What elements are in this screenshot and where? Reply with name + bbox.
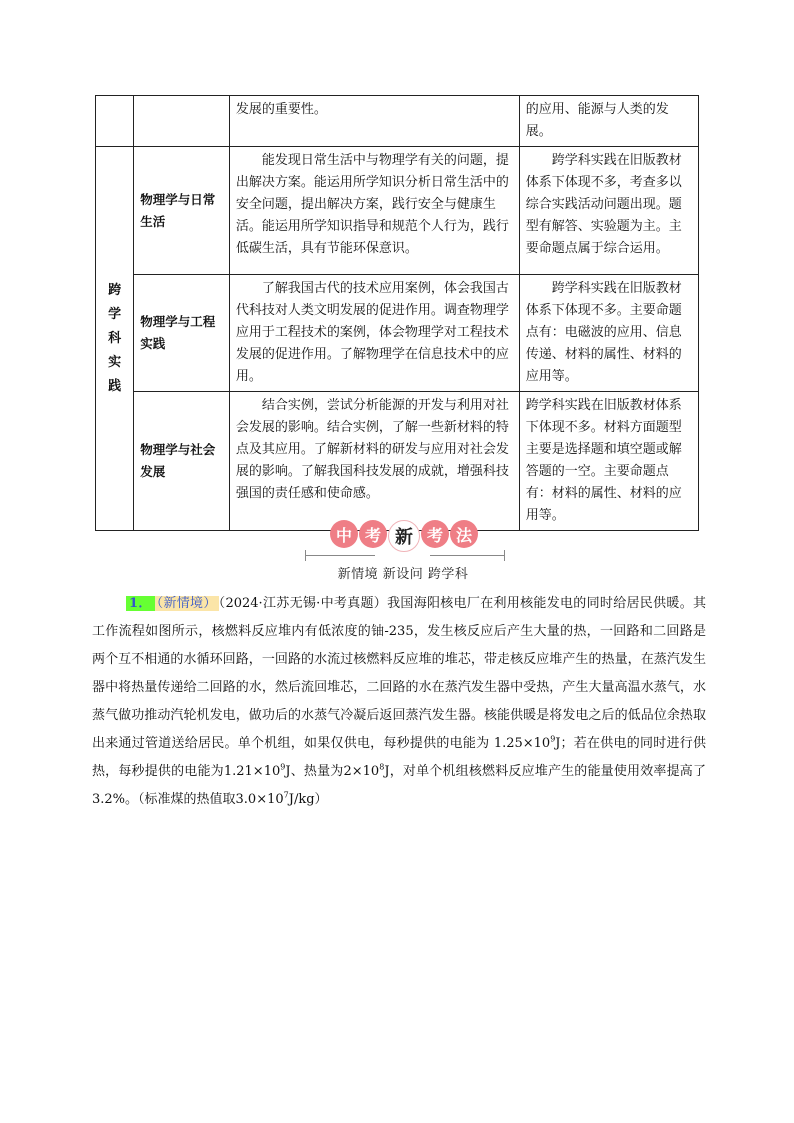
note-cell: 跨学科实践在旧版教材体系下体现不多。主要命题点有：电磁波的应用、信息传递、材料的属性、材料的应用等。	[519, 275, 698, 392]
exponent: 9	[280, 762, 286, 772]
topic-cell: 物理学与日常生活	[134, 147, 230, 275]
question-number: 1．	[126, 596, 155, 611]
requirement-cell: 能发现日常生活中与物理学有关的问题，提出解决方案。能运用所学知识分析日常生活中的安全问题，提出解决方案，践行安全与健康生活。能运用所学知识指导和规范个人行为，践行低碳生活，具有节能环保意识。	[229, 147, 519, 275]
divider	[504, 550, 505, 561]
banner-char: 考	[359, 520, 387, 548]
banner-char: 新	[388, 520, 420, 552]
question-source: （2024·江苏无锡·中考真题）	[218, 596, 388, 611]
banner-title	[330, 520, 478, 550]
exponent: 9	[550, 734, 556, 744]
banner-subtitle: 新情境 新设问 跨学科	[337, 567, 469, 582]
divider	[305, 555, 375, 556]
table-row	[96, 147, 699, 275]
value: 3.0×10	[235, 792, 284, 807]
value: 2×10	[343, 764, 380, 779]
note-cell: 跨学科实践在旧版教材体系下体现不多。材料方面题型主要是选择题和填空题或解答题的一空。主要命题点有：材料的属性、材料的应用等。	[519, 392, 698, 531]
banner-char: 法	[450, 520, 478, 548]
requirement-cell: 结合实例，尝试分析能源的开发与利用对社会发展的影响。结合实例，了解一些新材料的特点及其应用。了解新材料的研发与应用对社会发展的影响。了解我国科技发展的成就，增强科技强国的责任感和使命感。	[229, 392, 519, 531]
divider	[305, 550, 306, 561]
value: 1.25×10	[493, 736, 551, 751]
note-cell: 跨学科实践在旧版教材体系下体现不多，考查多以综合实践活动问题出现。题型有解答、实验题为主。主要命题点属于综合运用。	[519, 147, 698, 275]
note-cell: 的应用、能源与人类的发展。	[519, 96, 698, 147]
section-banner	[290, 518, 516, 588]
question-text: ；若在供电的同时进行供热，每秒提供的电能为	[92, 736, 706, 779]
requirement-cell: 发展的重要性。	[229, 96, 519, 147]
divider	[430, 555, 504, 556]
unit: J	[285, 764, 291, 779]
question-1	[92, 590, 706, 814]
topic-cell: 物理学与社会发展	[134, 392, 230, 531]
group-label: 跨学科实践	[108, 282, 122, 394]
question-text: 、热量为	[290, 764, 344, 779]
curriculum-table	[95, 95, 699, 531]
table-cell	[96, 96, 134, 147]
banner-char: 考	[421, 520, 449, 548]
exponent: 8	[379, 762, 385, 772]
banner-char: 中	[330, 520, 358, 548]
topic-cell: 物理学与工程实践	[134, 275, 230, 392]
group-label-cell	[96, 147, 134, 531]
question-tag: （新情境）	[156, 596, 217, 611]
table-row	[96, 96, 699, 147]
requirement-cell: 了解我国古代的技术应用案例，体会我国古代科技对人类文明发展的促进作用。调查物理学应用于工程技术的案例，体会物理学对工程技术发展的促进作用。了解物理学在信息技术中的应用。	[229, 275, 519, 392]
table-row	[96, 275, 699, 392]
question-text: ）	[314, 792, 328, 807]
question-text: 我国海阳核电厂在利用核能发电的同时给居民供暖。其工作流程如图所示，核燃料反应堆内有低浓度的铀-235，发生核反应后产生大量的热，一回路和二回路是两个互不相通的水循环回路，一回路的水流过核燃料反应堆的堆芯，带走核反应堆产生的热量，在蒸汽发生器中将热量传递给二回路的水，然后流回堆芯，二回路的水在蒸汽发生器中受热，产生大量高温水蒸气，水蒸气做功推动汽轮机发电，做功后的水蒸气冷凝后返回蒸汽发生器。核能供暖是将发电之后的低品位余热取出来通过管道送给居民。单个机组，如果仅供电，每秒提供的电能为	[92, 596, 706, 751]
unit: J/kg	[288, 792, 315, 807]
question-text: ，对单个机组核燃料反应堆产生的能量使用效率提高了 3.2%。（标准煤的热值取	[92, 764, 706, 807]
table-row	[96, 392, 699, 531]
unit: J	[384, 764, 390, 779]
unit: J	[555, 736, 561, 751]
exponent: 7	[283, 790, 289, 800]
table-cell	[134, 96, 230, 147]
value: 1.21×10	[223, 764, 281, 779]
